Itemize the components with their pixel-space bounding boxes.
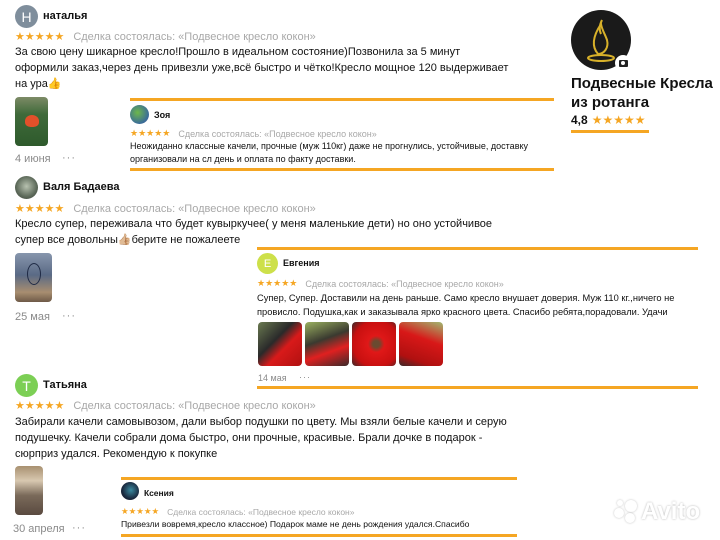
review-author[interactable]: Зоя <box>154 110 171 120</box>
avito-logo-icon <box>614 500 638 524</box>
review-text: Супер, Супер. Доставили на день раньше. Само кресло внушает доверия. Муж 110 кг.,ничего не провисло. Подушка,как и заказывала ярко красного цвета. Спасибо ребята,порадовали. Удачи <box>257 293 675 317</box>
review-author[interactable]: Евгения <box>283 258 320 268</box>
deal-label: Сделка состоялась: «Подвесное кресло кокон» <box>73 30 316 43</box>
avito-watermark <box>614 498 700 526</box>
more-options-icon[interactable]: ··· <box>299 372 311 382</box>
seller-rating-stars: ★★★★★ <box>591 113 646 127</box>
rating-stars: ★★★★★ <box>15 400 65 412</box>
inset-divider <box>257 247 698 250</box>
avatar[interactable] <box>130 105 149 124</box>
review-date: 4 июня <box>15 153 51 165</box>
deal-label: Сделка состоялась: «Подвесное кресло кокон» <box>73 399 316 412</box>
review-meta <box>130 128 377 139</box>
more-options-icon[interactable]: ··· <box>72 522 86 534</box>
avito-wordmark: Avito <box>641 498 701 525</box>
review-meta <box>121 506 354 517</box>
deal-label: Сделка состоялась: «Подвесное кресло кокон» <box>73 202 316 215</box>
deal-label: Сделка состоялась: «Подвесное кресло кокон» <box>305 278 504 289</box>
avatar[interactable]: Е <box>257 253 278 274</box>
avatar[interactable]: Т <box>15 374 38 397</box>
review-date: 25 мая <box>15 311 50 323</box>
more-options-icon[interactable]: ··· <box>62 310 76 322</box>
inset-divider <box>121 477 517 480</box>
review-photo[interactable] <box>258 322 302 366</box>
review-text: За свою цену шикарное кресло!Прошло в идеальном состояние)Позвонила за 5 минут оформили заказ,через день привезли уже,всё быстро и чётко!Кресло мощное 120 выдерживает на ура👍 <box>15 46 509 90</box>
review-date: 14 мая <box>258 373 287 383</box>
review-photo[interactable] <box>399 322 443 366</box>
rating-stars: ★★★★★ <box>121 506 160 516</box>
review-photo[interactable] <box>15 253 52 302</box>
review-text: Неожиданно классные качели, прочные (муж 110кг) даже не прогнулись, устойчивые, доставку организовали на сл день и оплата по факту доставки. <box>130 141 529 164</box>
seller-name-line2: из ротанга <box>571 94 650 111</box>
inset-divider <box>121 534 517 537</box>
inset-divider <box>130 168 554 171</box>
camera-icon[interactable] <box>615 55 631 71</box>
review-author[interactable]: Татьяна <box>43 379 87 391</box>
rating-stars: ★★★★★ <box>257 278 298 288</box>
review-meta <box>15 399 316 412</box>
rating-stars: ★★★★★ <box>15 203 65 215</box>
review-text: Забирали качели самовывозом, дали выбор подушки по цвету. Мы взяли белые качели и серую подушечку. Качели собрали дома быстро, они прочные, красивые. Брали дочке в подарок - сюрприз удался. Рекомендую к покупке <box>15 416 507 460</box>
rating-stars: ★★★★★ <box>130 128 171 138</box>
inset-divider <box>257 386 698 389</box>
avatar[interactable] <box>15 176 38 199</box>
seller-name-line1: Подвесные Кресла <box>571 75 713 92</box>
review-text: Кресло супер, переживала что будет кувыркучее( у меня маленькие дети) но оно устойчивое супер все довольны👍🏼берите не пожалеете <box>15 218 493 246</box>
more-options-icon[interactable]: ··· <box>62 152 76 164</box>
rating-stars: ★★★★★ <box>15 31 65 43</box>
seller-rating <box>571 113 645 127</box>
deal-label: Сделка состоялась: «Подвесное кресло кокон» <box>178 128 377 139</box>
seller-name[interactable] <box>571 74 713 112</box>
review-meta <box>15 202 316 215</box>
avatar[interactable] <box>121 482 139 500</box>
review-text: Привезли вовремя,кресло классное) Подарок маме не день рождения удался.Спасибо <box>121 519 470 529</box>
review-author[interactable]: наталья <box>43 10 88 22</box>
avatar[interactable]: Н <box>15 5 38 28</box>
seller-logo[interactable] <box>571 10 631 70</box>
review-photo[interactable] <box>15 97 48 146</box>
review-photo[interactable] <box>352 322 396 366</box>
review-author[interactable]: Ксения <box>144 488 174 498</box>
review-meta <box>257 278 504 289</box>
review-photo[interactable] <box>305 322 349 366</box>
review-author[interactable]: Валя Бадаева <box>43 181 120 193</box>
inset-divider <box>130 98 554 101</box>
seller-divider <box>571 130 649 133</box>
seller-rating-value: 4,8 <box>571 113 588 127</box>
review-photo[interactable] <box>15 466 43 515</box>
review-date: 30 апреля <box>13 523 65 535</box>
deal-label: Сделка состоялась: «Подвесное кресло кокон» <box>167 506 355 517</box>
review-photos <box>258 322 443 366</box>
review-meta <box>15 30 316 43</box>
